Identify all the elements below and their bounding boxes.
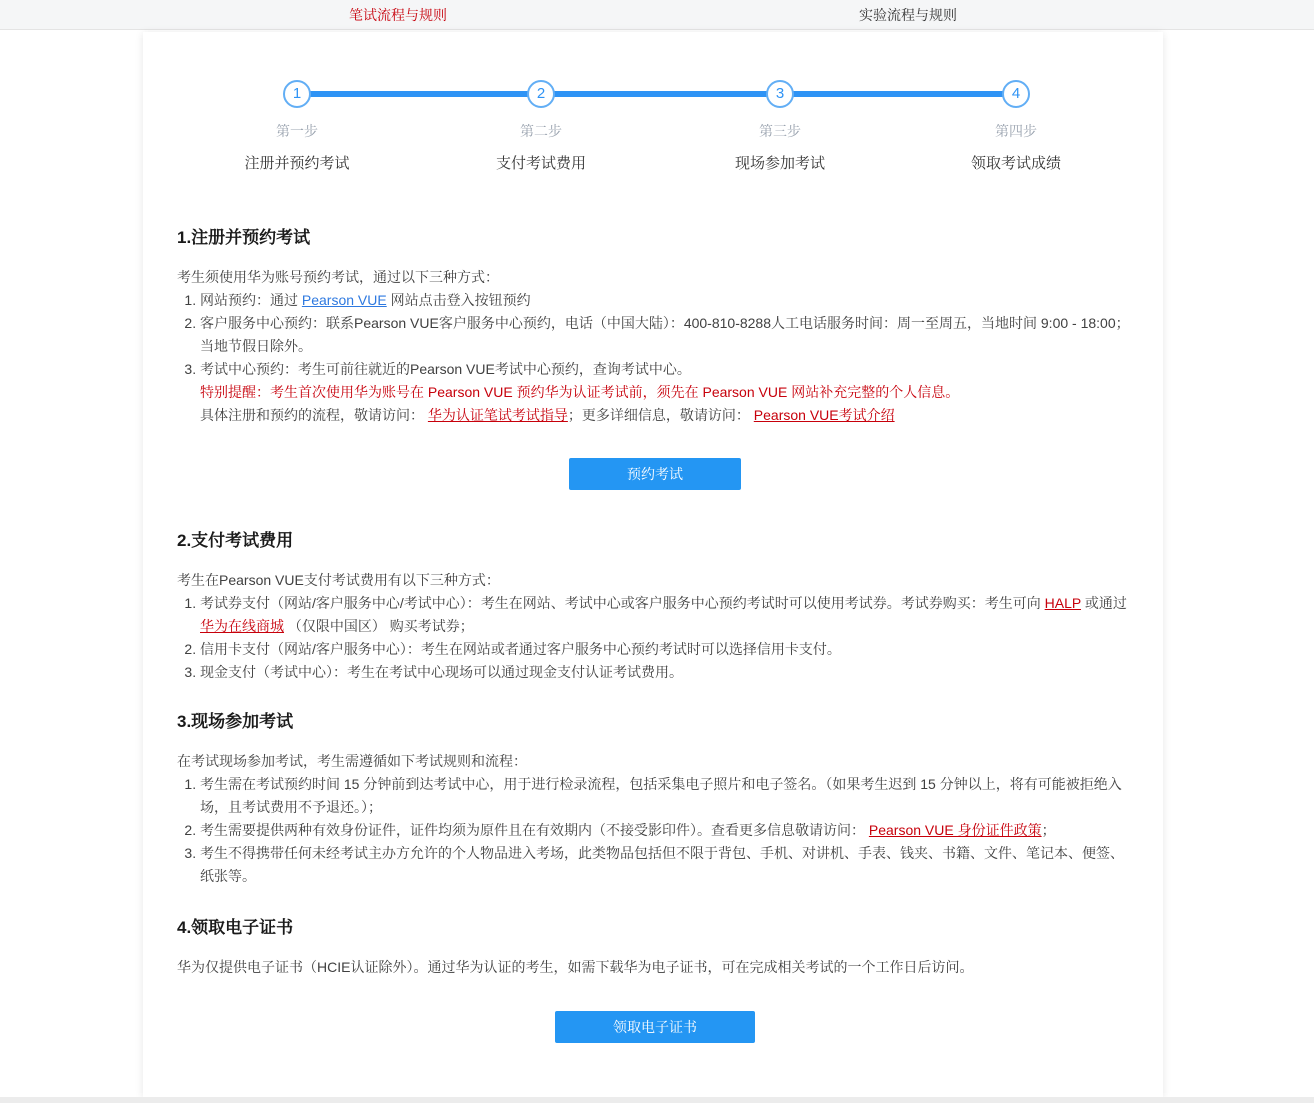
step-4 [906,80,1126,174]
step-3-label: 第三步 [759,123,801,139]
halp-link[interactable]: HALP [1044,595,1081,611]
section-4-intro: 华为仅提供电子证书（HCIE认证除外）。通过华为认证的考生，如需下载华为电子证书，可在完成相关考试的一个工作日后访问。 [177,959,974,975]
section-3-intro: 在考试现场参加考试，考生需遵循如下考试规则和流程： [177,753,527,769]
book-exam-button-row [177,458,1133,490]
step-1-label: 第一步 [276,123,318,139]
list-item: 2. 客户服务中心预约：联系Pearson VUE客户服务中心预约，电话（中国大陆）：400-810-8288人工电话服务时间：周一至周五，当地时间 9:00 - 18:00；当地节假日除外。 [200,312,1133,358]
step-2-circle: 2 [527,80,555,108]
section-e-certificate [143,916,1163,1043]
tab-lab-exam-process[interactable]: 实验流程与规则 [859,6,957,23]
top-tab-bar [0,0,1314,30]
list-item [200,592,1133,638]
huawei-online-store-link[interactable]: 华为在线商城 [200,618,284,634]
step-3-circle: 3 [766,80,794,108]
list-item-text: （仅限中国区） 购买考试券； [284,618,474,634]
list-item-text: 考试券支付（网站/客户服务中心/考试中心）：考生在网站、考试中心或客户服务中心预约考试时可以使用考试券。考试券购买：考生可向 [200,595,1045,611]
section-2-intro: 考生在Pearson VUE支付考试费用有以下三种方式： [177,572,500,588]
step-3 [670,80,890,174]
tab-strip [143,0,1163,29]
section-register [143,226,1163,490]
step-1-title: 注册并预约考试 [244,155,350,172]
list-item: 2. 信用卡支付（网站/客户服务中心）：考生在网站或者通过客户服务中心预约考试时可以选择信用卡支付。 [200,638,1133,661]
section-3-list [177,773,1133,888]
list-item-text: 或通过 [1081,595,1127,611]
id-policy-link[interactable]: Pearson VUE 身份证件政策 [868,822,1042,838]
step-2-label: 第二步 [520,123,562,139]
list-item [200,289,1133,312]
visit-text: ；更多详细信息，敬请访问： [567,407,754,423]
pearson-vue-link[interactable]: Pearson VUE [301,292,387,308]
content-card [143,32,1163,1097]
book-exam-button[interactable]: 预约考试 [569,458,741,490]
get-certificate-button-row [177,1011,1133,1043]
section-1-intro: 考生须使用华为账号预约考试，通过以下三种方式： [177,269,499,285]
step-1 [187,80,407,174]
special-reminder-text: 特别提醒：考生首次使用华为账号在 Pearson VUE 预约华为认证考试前，须先在 Pearson VUE 网站补充完整的个人信息。 [200,384,960,400]
list-item [200,819,1133,842]
list-item-text: 网站预约：通过 [200,292,302,308]
written-exam-guide-link[interactable]: 华为认证笔试考试指导 [427,407,568,423]
section-4-heading: 4.领取电子证书 [177,918,294,937]
list-item-text: 网站点击登入按钮预约 [386,292,531,308]
step-1-circle: 1 [283,80,311,108]
pearson-exam-intro-link[interactable]: Pearson VUE考试介绍 [753,407,895,423]
list-item-text: 考生需要提供两种有效身份证件，证件均须为原件且在有效期内（不接受影印件）。查看更多信息敬请访问： [200,822,869,838]
exam-process-stepper [143,80,1163,174]
list-item: 3. 考试中心预约：考生可前往就近的Pearson VUE考试中心预约，查询考试中心。 [200,358,1133,381]
section-1-heading: 1.注册并预约考试 [177,228,311,247]
step-3-title: 现场参加考试 [734,155,825,172]
step-2 [431,80,651,174]
step-4-circle: 4 [1002,80,1030,108]
list-item: 3. 考生不得携带任何未经考试主办方允许的个人物品进入考场，此类物品包括但不限于背包、手机、对讲机、手表、钱夹、书籍、文件、笔记本、便签、纸张等。 [200,842,1133,888]
step-2-title: 支付考试费用 [495,155,586,172]
list-item-text: ； [1041,822,1056,838]
section-onsite-exam [143,710,1163,888]
list-item: 3. 现金支付（考试中心）：考生在考试中心现场可以通过现金支付认证考试费用。 [200,661,1133,684]
section-2-heading: 2.支付考试费用 [177,531,294,550]
page-bottom-strip [0,1097,1314,1103]
section-3-heading: 3.现场参加考试 [177,712,294,731]
section-2-list [177,592,1133,684]
get-certificate-button[interactable]: 领取电子证书 [555,1011,755,1043]
section-payment [143,529,1163,684]
section-1-list [177,289,1133,381]
tab-written-exam-process[interactable]: 笔试流程与规则 [349,6,447,23]
step-4-label: 第四步 [995,123,1037,139]
visit-text: 具体注册和预约的流程，敬请访问： [200,407,428,423]
section-1-visit-line [200,404,1133,427]
list-item: 1. 考生需在考试预约时间 15 分钟前到达考试中心，用于进行检录流程，包括采集电子照片和电子签名。（如果考生迟到 15 分钟以上，将有可能被拒绝入场，且考试费用不予退还。）； [200,773,1133,819]
step-4-title: 领取考试成绩 [970,155,1061,172]
